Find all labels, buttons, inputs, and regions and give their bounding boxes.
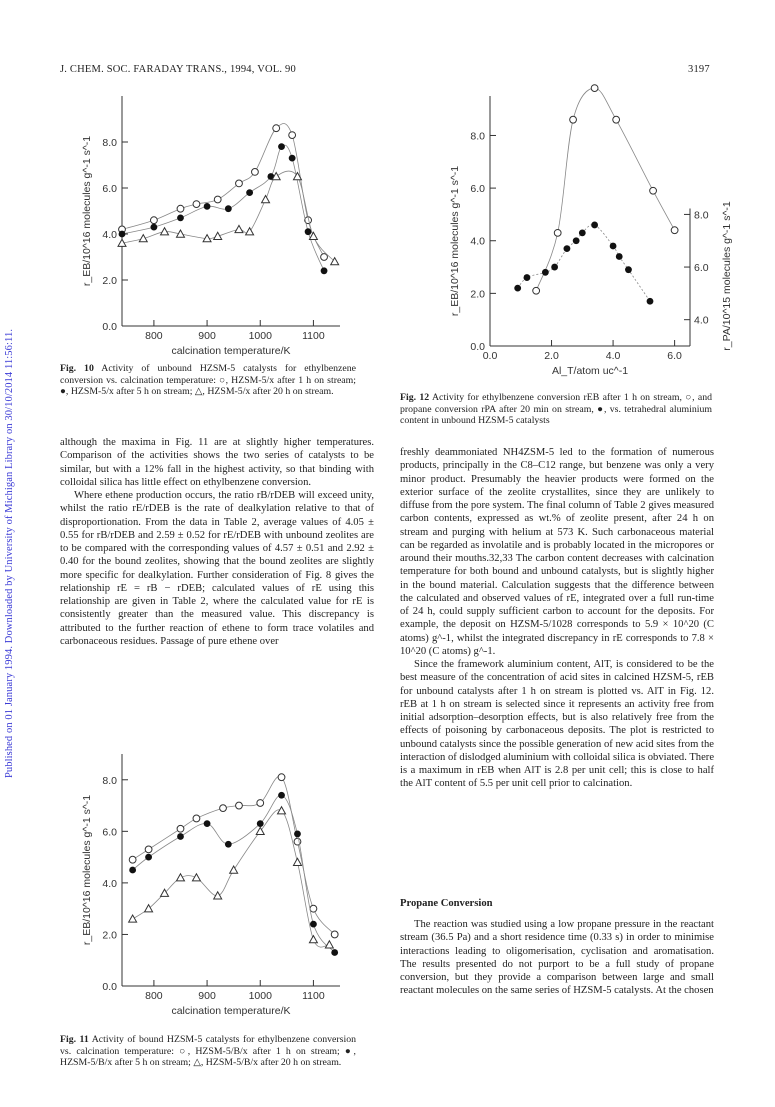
x-tick-label: 900 [198, 990, 216, 1002]
data-point-filled-circle [145, 854, 152, 861]
figure-10 [60, 88, 360, 358]
figure-11-plot [60, 744, 360, 1024]
data-point-open-circle [533, 287, 540, 294]
data-point-filled-circle [321, 267, 328, 274]
data-point-filled-circle [278, 792, 285, 799]
x-tick-label: 900 [198, 330, 216, 342]
y-axis-label: r_EB/10^16 molecules g^-1 s^-1 [449, 165, 461, 317]
data-point-filled-circle [579, 229, 586, 236]
paragraph: Since the framework aluminium content, AlT, is considered to be the best measure of the concentration of acid sites in calcined HZSM-5, rEB for unbound catalysts after 1 h on stream is plotted vs. AlT in Fig. 12. rEB at 1 h on stream is selected since it represents an activity free from initial adsorption–desorption effects, but is also relatively free from the effects of poisoning by carbonaceous deposits. The plot is restricted to unbound catalysts since the possible generation of new acid sites from the interaction of dislodged aluminium with colloidal silica is obviated. There is a maximum in rEB when AlT is 2.8 per unit cell; this is close to half the AlT content of 5.5 per unit cell prior to calcination. [400, 659, 715, 790]
data-point-filled-circle [524, 274, 531, 281]
data-point-filled-circle [625, 266, 632, 273]
data-point-filled-circle [225, 205, 232, 212]
y-tick-label: 0.0 [102, 321, 117, 333]
figure-12-caption [400, 392, 712, 427]
y-tick-label: 2.0 [470, 288, 485, 301]
y-tick-label: 8.0 [102, 137, 117, 149]
y-tick-label: 0.0 [470, 341, 485, 353]
figure-12-label: Fig. 12 [400, 392, 430, 403]
data-point-open-circle [331, 931, 338, 938]
y2-tick-label: 4.0 [694, 314, 709, 327]
data-point-filled-circle [331, 949, 338, 956]
figure-12-plot [400, 88, 733, 388]
data-point-filled-circle [177, 215, 184, 222]
figure-12-caption-text: Activity for ethylbenzene conversion rEB after 1 h on stream, ○, and propane conversion rPA after 20 min on stream, ●, vs. tetrahedral aluminium content in unbound HZSM-5 catalysts [400, 392, 713, 427]
data-point-filled-circle [278, 143, 285, 150]
data-point-open-circle [289, 132, 296, 139]
data-point-filled-circle [591, 222, 598, 229]
data-point-triangle [235, 225, 243, 232]
series-line [133, 810, 330, 947]
x-tick-label: 1100 [302, 330, 325, 342]
data-point-filled-circle [573, 237, 580, 244]
data-point-filled-circle [564, 245, 571, 252]
data-point-filled-circle [610, 243, 617, 250]
data-point-filled-circle [542, 269, 549, 276]
figure-10-caption [60, 363, 356, 398]
figure-11-label: Fig. 11 [60, 1034, 89, 1045]
data-point-open-circle [321, 254, 328, 261]
data-point-filled-circle [616, 253, 623, 260]
data-point-filled-circle [129, 867, 136, 874]
y-tick-label: 8.0 [470, 130, 485, 143]
y2-tick-label: 8.0 [694, 209, 709, 222]
data-point-triangle [256, 827, 264, 834]
right-column-text [400, 446, 714, 791]
y-tick-label: 6.0 [102, 183, 117, 195]
data-point-open-circle [554, 229, 561, 236]
y-tick-label: 4.0 [470, 235, 485, 248]
y-tick-label: 8.0 [102, 774, 117, 787]
y-tick-label: 2.0 [102, 929, 117, 942]
x-tick-label: 4.0 [605, 350, 621, 362]
data-point-open-circle [570, 116, 577, 123]
left-column-text [60, 436, 374, 648]
data-point-triangle [262, 196, 270, 203]
y-tick-label: 0.0 [102, 981, 117, 993]
figure-11 [60, 744, 360, 1024]
x-tick-label: 1100 [302, 990, 325, 1002]
y-tick-label: 4.0 [102, 229, 117, 241]
data-point-filled-circle [289, 155, 296, 162]
data-point-triangle [246, 228, 254, 235]
data-point-open-circle [151, 217, 158, 224]
data-point-open-circle [145, 846, 152, 853]
section-heading: Propane Conversion [400, 898, 493, 909]
data-point-open-circle [214, 196, 221, 203]
series-line [122, 145, 324, 271]
y-tick-label: 2.0 [102, 275, 117, 287]
data-point-open-circle [193, 201, 200, 208]
y-tick-label: 4.0 [102, 877, 117, 890]
x-axis-label: calcination temperature/K [171, 1005, 291, 1017]
data-point-triangle [192, 874, 200, 881]
figure-10-plot [60, 88, 360, 358]
y2-tick-label: 6.0 [694, 262, 709, 275]
data-point-filled-circle [151, 224, 158, 231]
x-tick-label: 800 [145, 990, 163, 1002]
right-column-text-2 [400, 918, 714, 998]
x-tick-label: 2.0 [544, 350, 559, 362]
data-point-open-circle [177, 825, 184, 832]
page-number: 3197 [688, 64, 710, 75]
x-tick-label: 0.0 [482, 350, 498, 362]
data-point-triangle [325, 941, 333, 948]
data-point-filled-circle [225, 841, 232, 848]
data-point-open-circle [591, 85, 598, 92]
data-point-open-circle [273, 125, 280, 132]
data-point-filled-circle [551, 264, 558, 271]
data-point-open-circle [671, 227, 678, 234]
figure-10-label: Fig. 10 [60, 363, 94, 374]
data-point-triangle [278, 807, 286, 814]
data-point-open-circle [278, 774, 285, 781]
paragraph: although the maxima in Fig. 11 are at slightly higher temperatures. Comparison of the activities shows the two series of catalysts to be similar, but with a 12% fall in the highest activity, so that binding with colloidal silica has little effect on ethylbenzene conversion. [60, 437, 374, 488]
download-watermark: Published on 01 January 1994. Downloaded by University of Michigan Library on 30/10/2014 11:56:11. [4, 328, 15, 779]
data-point-open-circle [220, 805, 227, 812]
data-point-filled-circle [204, 203, 211, 210]
data-point-filled-circle [514, 285, 521, 292]
data-point-open-circle [129, 856, 136, 863]
x-tick-label: 800 [145, 330, 163, 342]
series-line [133, 795, 335, 952]
figure-12 [400, 88, 733, 388]
data-point-filled-circle [305, 228, 312, 235]
paragraph: freshly deammoniated NH4ZSM-5 led to the formation of numerous products, principally in the C8–C12 range, but benzene was only a very minor product. Presumably the heavier products were formed on the exterior surface of the zeolite crystallites, since they are unlikely to diffuse from the pore system. The final column of Table 2 gives measured carbon contents, expressed as wt.% of zeolite present, after 24 h on stream and purging with helium at 573 K. Such carbonaceous material can be regarded as involatile and is probably located in the micropores or around their mouths.32,33 The carbon content decreases with calcination temperature for both bound and unbound catalysts, but is slightly higher in the bound material. Calculation suggests that the difference between the calculated and observed values of rE, integrated over a full run-time of 24 h, could supply sufficient carbon to account for the deposits. For example, the deposit on HZSM-5/1028 corresponds to 5.9 × 10^20 (C atoms) g^-1, whilst the integrated discrepancy in rE corresponds to 7.8 × 10^20 (C atoms) g^-1. [400, 447, 714, 657]
data-point-open-circle [257, 800, 264, 807]
data-point-open-circle [252, 169, 259, 176]
paragraph: Where ethene production occurs, the ratio rB/rDEB will exceed unity, whilst the ratio rE/rDEB is the rate of dealkylation relative to that of disproportionation. From the data in Table 2, average values of 4.05 ± 0.55 for rB/rDEB and 2.59 ± 0.52 for rE/rDEB with unbound zeolites are to be compared with the corresponding values of 4.57 ± 0.51 and 2.92 ± 0.40 for the bound zeolites, showing that the bound zeolites are slightly more specific for dealkylation. Further consideration of Fig. 8 gives the relationship rE = rB − rDEB; calculated values of rE using this relationship are given in Table 2, where the calculated value for rE is consistently greater than the measured value. This discrepancy is attributed to the further reaction of ethene to form trace volatiles and carbonaceous residues. Passage of pure ethene over [60, 490, 374, 647]
paragraph: The reaction was studied using a low propane pressure in the reactant stream (36.5 Pa) and a short residence time (0.33 s) in order to minimise interactions leading to oligomerisation, cyclisation and aromatisation. The results presented do not purport to be a full study of propane conversion, but they provide a comparison between large and small reactant molecules on the same series of HZSM-5 catalysts. At the chosen [400, 919, 714, 997]
data-point-filled-circle [310, 921, 317, 928]
x-tick-label: 6.0 [667, 350, 682, 362]
data-point-open-circle [613, 116, 620, 123]
x-tick-label: 1000 [248, 330, 272, 342]
data-point-open-circle [236, 802, 243, 809]
data-point-triangle [129, 915, 137, 922]
data-point-triangle [139, 235, 147, 242]
data-point-open-circle [310, 905, 317, 912]
x-tick-label: 1000 [248, 990, 272, 1002]
data-point-filled-circle [257, 820, 264, 827]
y-tick-label: 6.0 [470, 183, 485, 196]
y2-axis-label: r_PA/10^15 molecules g^-1 s^-1 [721, 201, 733, 351]
data-point-filled-circle [204, 820, 211, 827]
data-point-open-circle [650, 187, 657, 194]
series-line [133, 776, 335, 934]
y-tick-label: 6.0 [102, 826, 117, 839]
data-point-filled-circle [246, 189, 253, 196]
data-point-triangle [176, 874, 184, 881]
data-point-triangle [293, 858, 301, 865]
figure-10-caption-text: Activity of unbound HZSM-5 catalysts for ethylbenzene conversion vs. calcination temperature: ○, HZSM-5/x after 1 h on stream; ●, HZSM-5/x after 5 h on stream; △, HZSM-5/x after 20 h on stream. [60, 363, 356, 398]
data-point-filled-circle [647, 298, 654, 305]
figure-11-caption-text: Activity of bound HZSM-5 catalysts for ethylbenzene conversion vs. calcination temperature: ○, HZSM-5/B/x after 1 h on stream; ●, HZSM-5/B/x after 5 h on stream; △, HZSM-5/B/x after 20 h on stream. [60, 1034, 356, 1069]
data-point-filled-circle [177, 833, 184, 840]
journal-header: J. CHEM. SOC. FARADAY TRANS., 1994, VOL. 90 [60, 64, 296, 75]
y-axis-label: r_EB/10^16 molecules g^-1 s^-1 [81, 794, 93, 946]
series-line [122, 124, 324, 257]
data-point-open-circle [236, 180, 243, 187]
y-axis-label: r_EB/10^16 molecules g^-1 s^-1 [81, 135, 93, 287]
x-axis-label: calcination temperature/K [171, 345, 291, 357]
data-point-open-circle [193, 815, 200, 822]
data-point-filled-circle [119, 231, 126, 238]
data-point-open-circle [177, 205, 184, 212]
figure-11-caption [60, 1034, 356, 1069]
data-point-triangle [214, 232, 222, 239]
data-point-filled-circle [294, 831, 301, 838]
x-axis-label: Al_T/atom uc^-1 [551, 365, 629, 377]
data-point-triangle [309, 936, 317, 943]
data-point-triangle [230, 866, 238, 873]
